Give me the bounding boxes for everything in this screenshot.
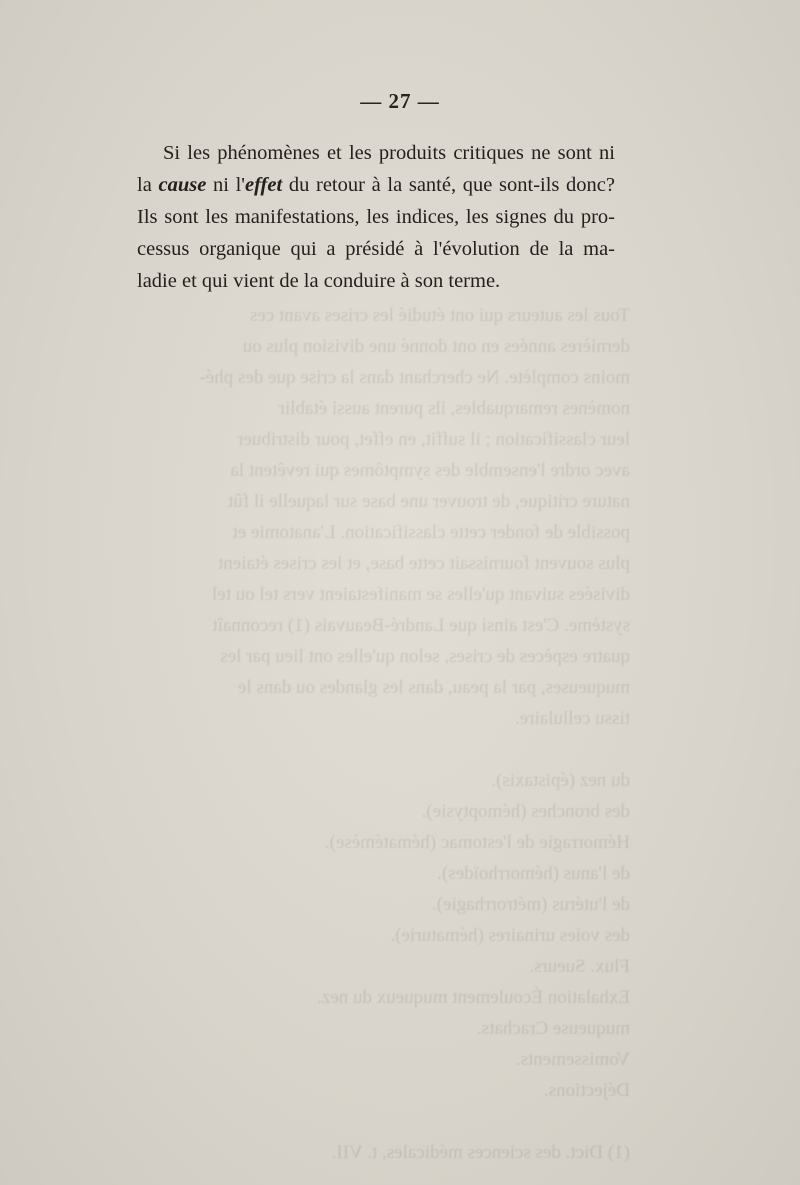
paragraph-line: Si les phénomènes et les produits critiques ne sont ni xyxy=(163,142,615,164)
page-number: — 27 — xyxy=(360,89,440,113)
emphasis-effet: effet xyxy=(244,174,283,196)
show-through-text: Tous les auteurs qui ont étudié les crises avant ces dernières années en ont donné une division plus ou moins complète. Ne cherchant dans la crise que des phé- nomènes remarquables, ils purent aussi établir leur classification ; il suffit, en effet, pour distribuer avec ordre l'ensemble des symptômes qui revêtent la nature critique, de trouver une base sur laquelle il fût possible de fonder cette classification. L'anatomie et plus souvent fournissait cette base, et les crises étaient divisées suivant qu'elles se manifestaient vers tel ou tel système. C'est ainsi que Landré-Beauvais (1) reconnaît quatre espèces de crises, selon qu'elles ont lieu par les muqueuses, par la peau, dans les glandes ou dans le tissu cellulaire. du nez (épistaxis). des bronches (hémoptysie). Hémorragie de l'estomac (hématémèse). de l'anus (hémorrhoïdes). de l'utérus (métrorrhagie). des voies urinaires (hématurie). Flux. Sueurs. Exhalation Écoulement muqueux du nez. muqueuse Crachats. Vomissements. Déjections. (1) Dict. des sciences médicales, t. VII. xyxy=(199,305,630,1163)
paragraph-text: du retour à la santé, que sont-ils donc? xyxy=(288,174,616,196)
paragraph-line: cessus organique qui a présidé à l'évolution de la ma- xyxy=(137,238,615,260)
body-paragraph xyxy=(137,137,615,297)
emphasis-cause: cause xyxy=(158,174,207,196)
paragraph-line: Ils sont les manifestations, les indices, les signes du pro- xyxy=(137,206,615,228)
paragraph-text: ni l' xyxy=(212,174,245,196)
paragraph-line: ladie et qui vient de la conduire à son terme. xyxy=(137,270,501,292)
paragraph-text: la xyxy=(137,174,152,196)
paragraph-line xyxy=(137,169,615,201)
